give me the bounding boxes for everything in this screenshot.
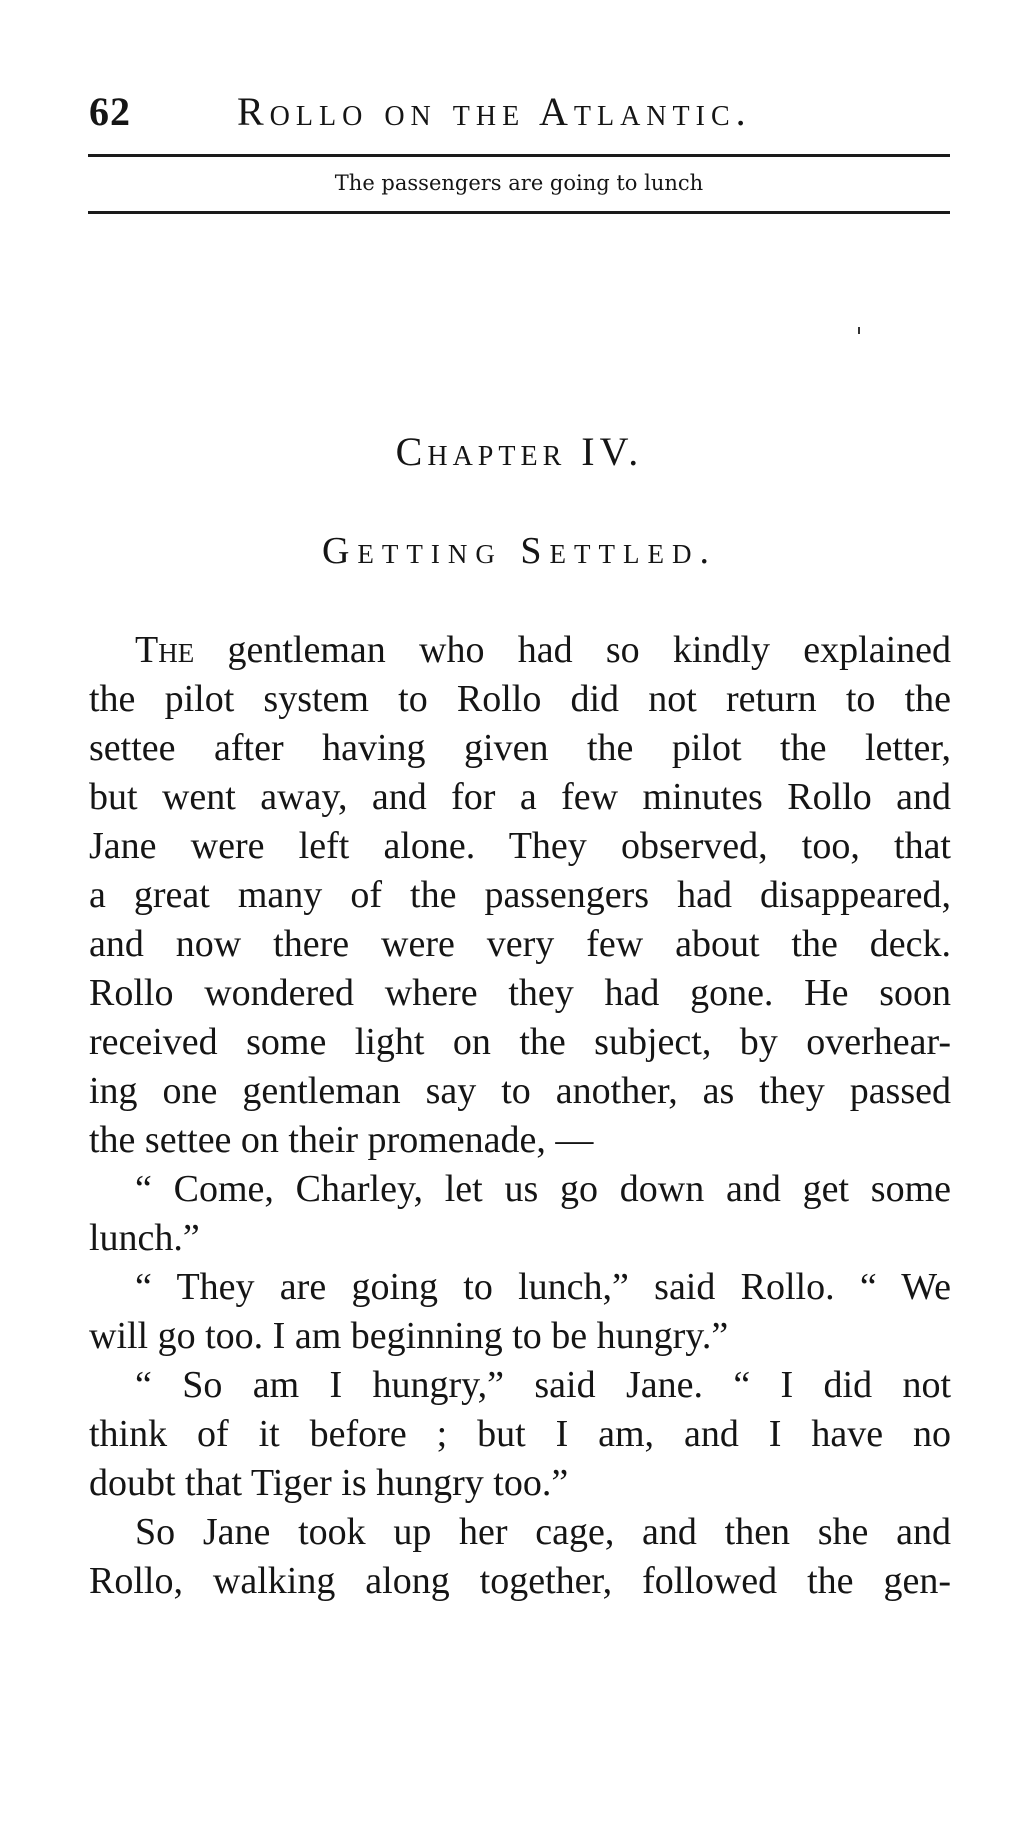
text-line: and now there were very few about the deck.: [89, 923, 951, 965]
text-line: “ So am I hungry,” said Jane. “ I did not: [135, 1364, 951, 1406]
chapter-title: Getting Settled.: [321, 530, 717, 572]
page-header: [89, 88, 949, 138]
text-line: “ They are going to lunch,” said Rollo. “ We: [135, 1266, 951, 1308]
text-line: the settee on their promenade, —: [89, 1119, 594, 1161]
running-head: Rollo on the Atlantic.: [237, 89, 752, 134]
text-line: “ Come, Charley, let us go down and get some: [135, 1168, 951, 1210]
chapter-number: Chapter IV.: [395, 429, 644, 474]
text-line: ing one gentleman say to another, as they passed: [89, 1070, 951, 1112]
text-line: the pilot system to Rollo did not return to the: [89, 678, 951, 720]
text-line: The gentleman who had so kindly explained: [135, 629, 951, 671]
print-speck: [858, 327, 860, 334]
header-rule-top: [88, 154, 950, 157]
page-subheading: The passengers are going to lunch: [334, 171, 704, 195]
text-line: will go too. I am beginning to be hungry.”: [89, 1315, 729, 1357]
text-line: a great many of the passengers had disappeared,: [89, 874, 951, 916]
text-line: think of it before ; but I am, and I have no: [89, 1413, 951, 1455]
page-number: 62: [89, 89, 131, 134]
text-line: received some light on the subject, by overhear-: [89, 1021, 951, 1063]
text-line: Rollo, walking along together, followed the gen-: [89, 1560, 951, 1602]
header-rule-bottom: [88, 211, 950, 214]
text-line: Jane were left alone. They observed, too, that: [89, 825, 951, 867]
text-line: but went away, and for a few minutes Rollo and: [89, 776, 951, 818]
text-line: So Jane took up her cage, and then she and: [135, 1511, 951, 1553]
text-line: lunch.”: [89, 1217, 200, 1259]
body-text: [89, 626, 951, 1606]
text-line: Rollo wondered where they had gone. He soon: [89, 972, 951, 1014]
text-line: settee after having given the pilot the letter,: [89, 727, 951, 769]
text-line: doubt that Tiger is hungry too.”: [89, 1462, 569, 1504]
drop-lead-word: The: [135, 629, 195, 671]
